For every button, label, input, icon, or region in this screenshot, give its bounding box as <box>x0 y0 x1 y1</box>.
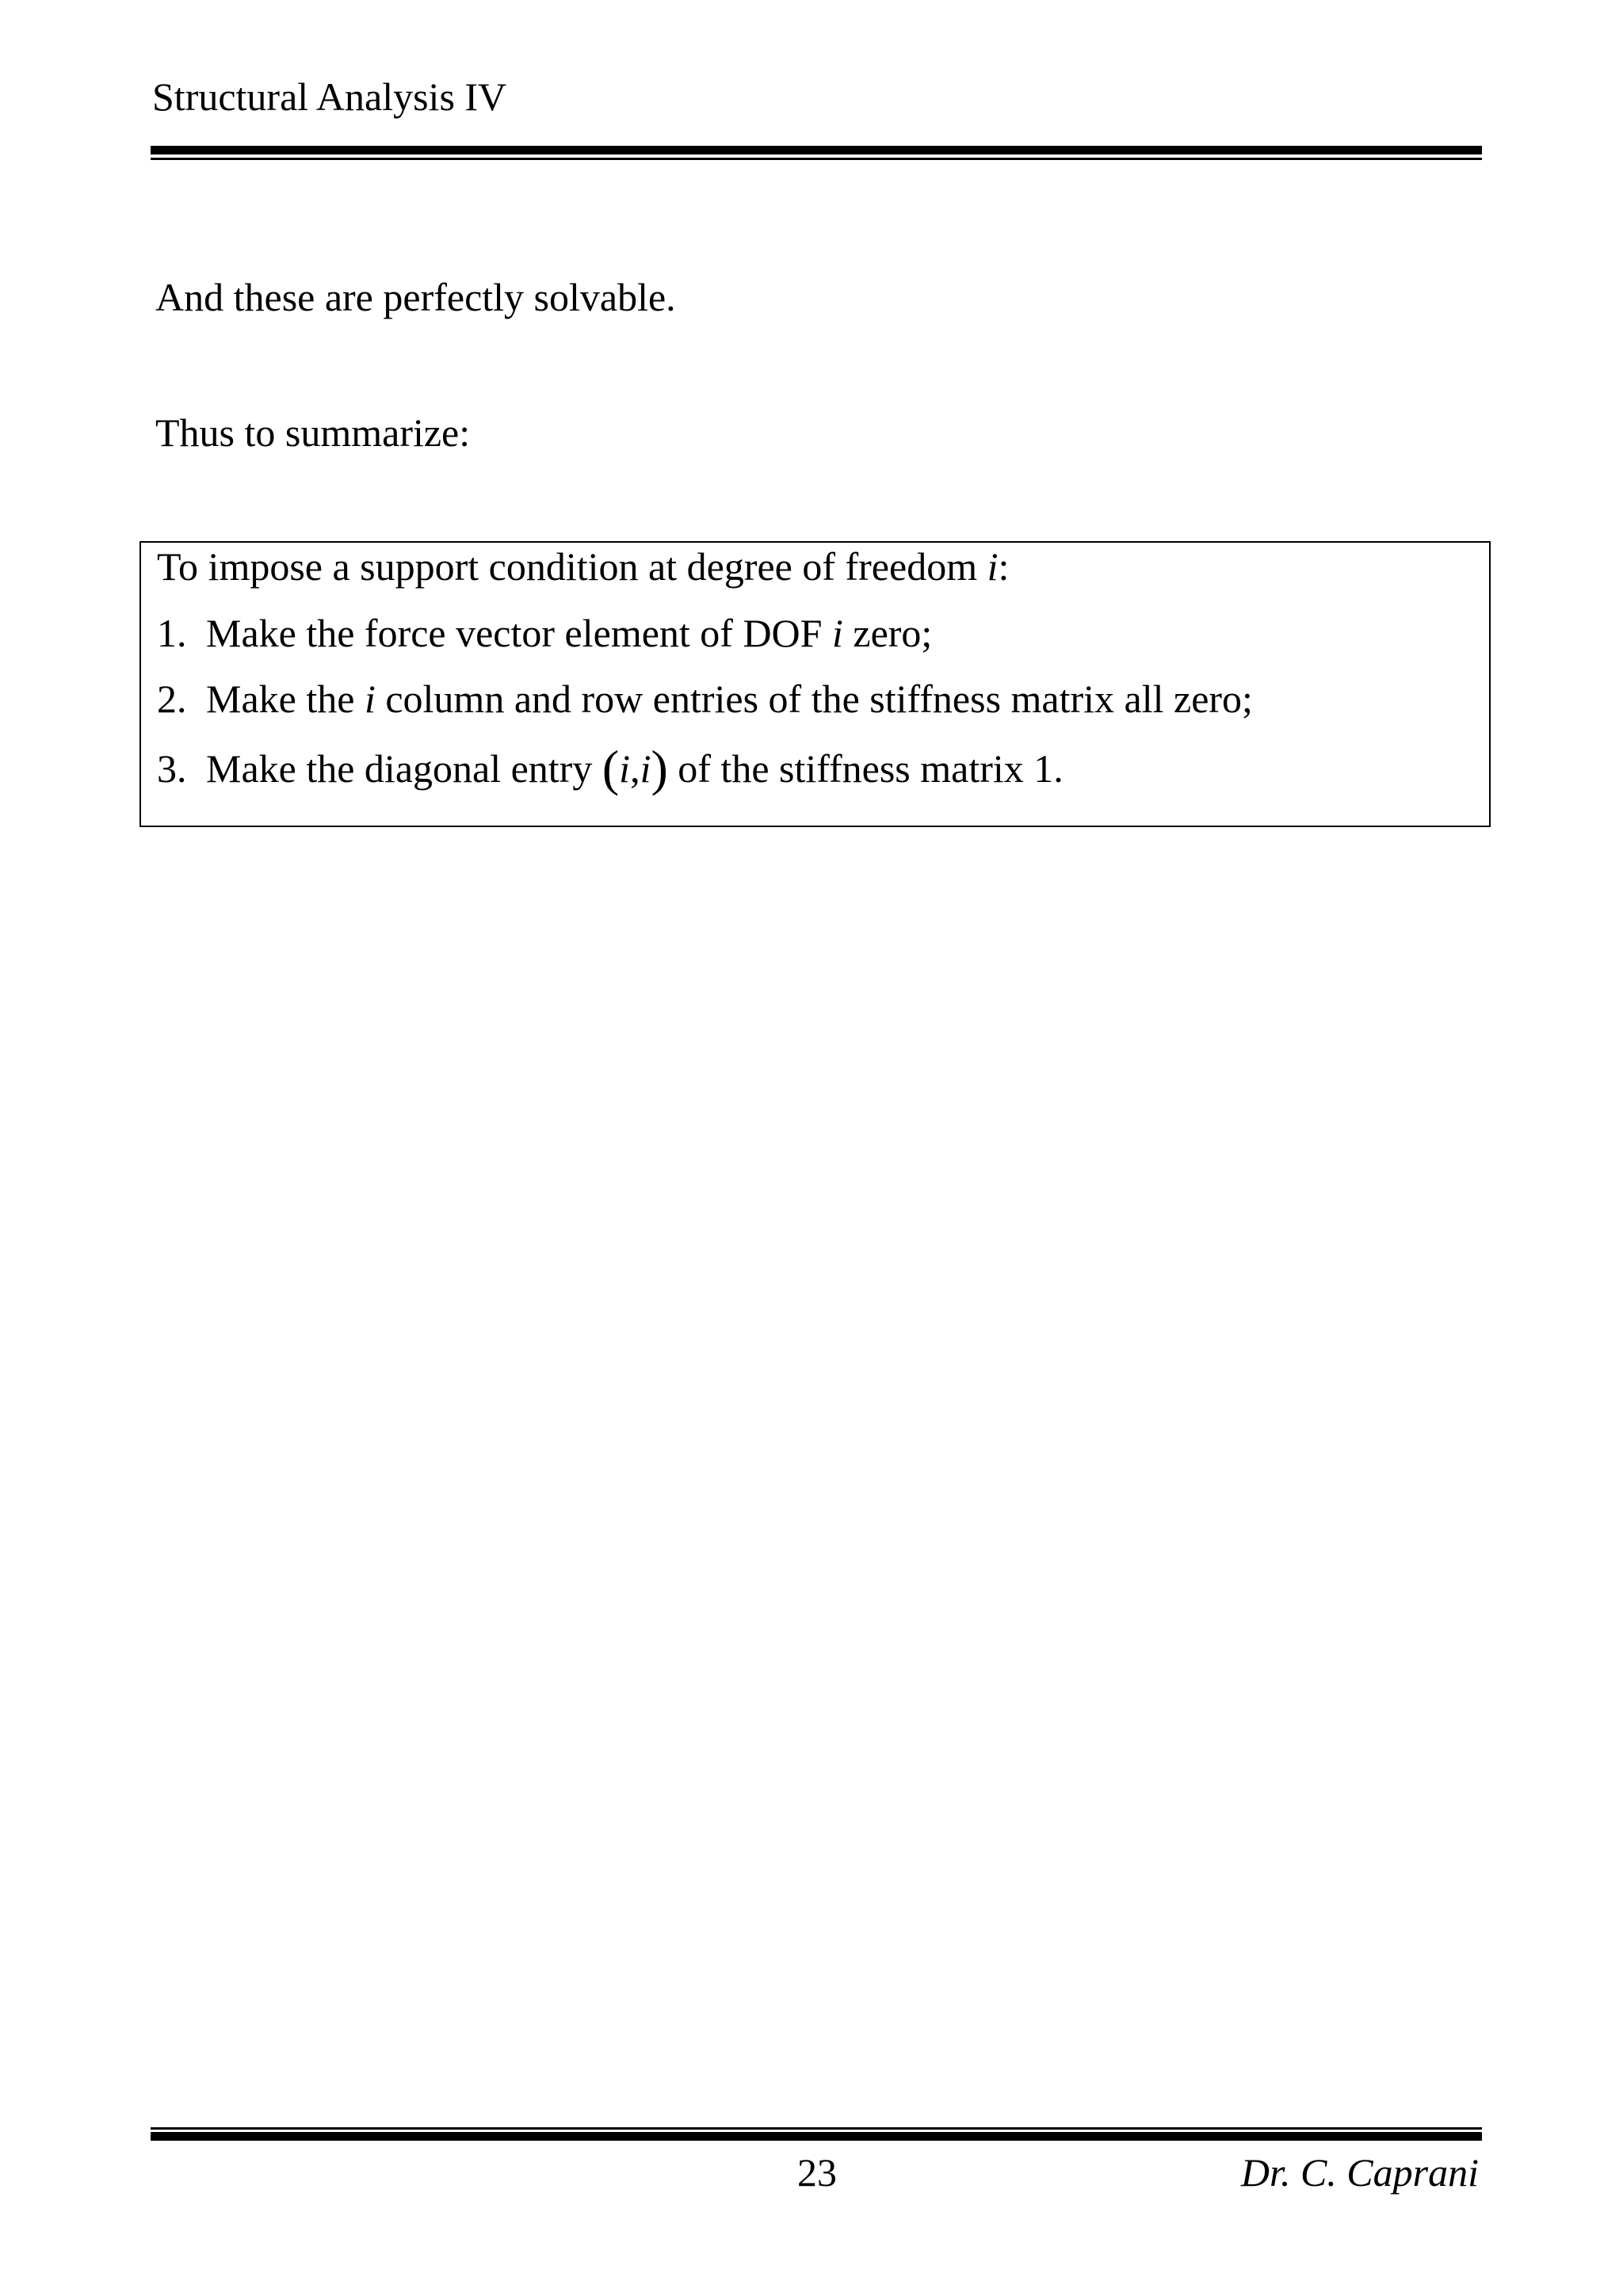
summary-item-number: 1. <box>157 611 187 655</box>
summary-item-number: 2. <box>157 677 187 721</box>
summary-item-var: i <box>831 611 843 655</box>
summary-item-text-after: of the stiffness matrix 1. <box>667 746 1064 791</box>
summary-item-text-before: Make the force vector element of DOF <box>206 611 832 655</box>
summary-intro-end: : <box>998 544 1010 589</box>
header-rule-thin <box>151 158 1482 160</box>
summary-item-text-after: column and row entries of the stiffness matrix all zero; <box>375 677 1253 721</box>
math-var-col: i <box>640 746 651 791</box>
summary-item-2 <box>157 675 1253 723</box>
summary-item-text-after: zero; <box>842 611 933 655</box>
paragraph-solvable: And these are perfectly solvable. <box>155 275 676 319</box>
summary-item-3 <box>157 740 1064 796</box>
summary-item-text-before: Make the diagonal entry <box>206 746 602 791</box>
summary-item-text-before: Make the <box>206 677 365 721</box>
summary-intro <box>157 543 1009 590</box>
summary-item-var: i <box>364 677 376 721</box>
math-var-row: i <box>619 746 631 791</box>
paragraph-summarize: Thus to summarize: <box>155 410 471 455</box>
header-rule-thick <box>151 146 1482 154</box>
header-title: Structural Analysis IV <box>152 74 507 119</box>
footer-author: Dr. C. Caprani <box>1240 2150 1479 2195</box>
math-separator: , <box>630 746 640 791</box>
math-close-paren: ) <box>651 740 668 796</box>
summary-intro-text: To impose a support condition at degree of freedom <box>157 544 987 589</box>
footer-rule-thin <box>151 2127 1482 2130</box>
summary-box <box>139 541 1491 827</box>
page-number: 23 <box>797 2150 837 2195</box>
math-expression <box>601 740 668 796</box>
footer-rule-thick <box>151 2132 1482 2141</box>
math-open-paren: ( <box>601 740 620 796</box>
summary-item-1 <box>157 609 932 657</box>
summary-intro-var: i <box>987 544 999 589</box>
summary-item-number: 3. <box>157 746 187 791</box>
